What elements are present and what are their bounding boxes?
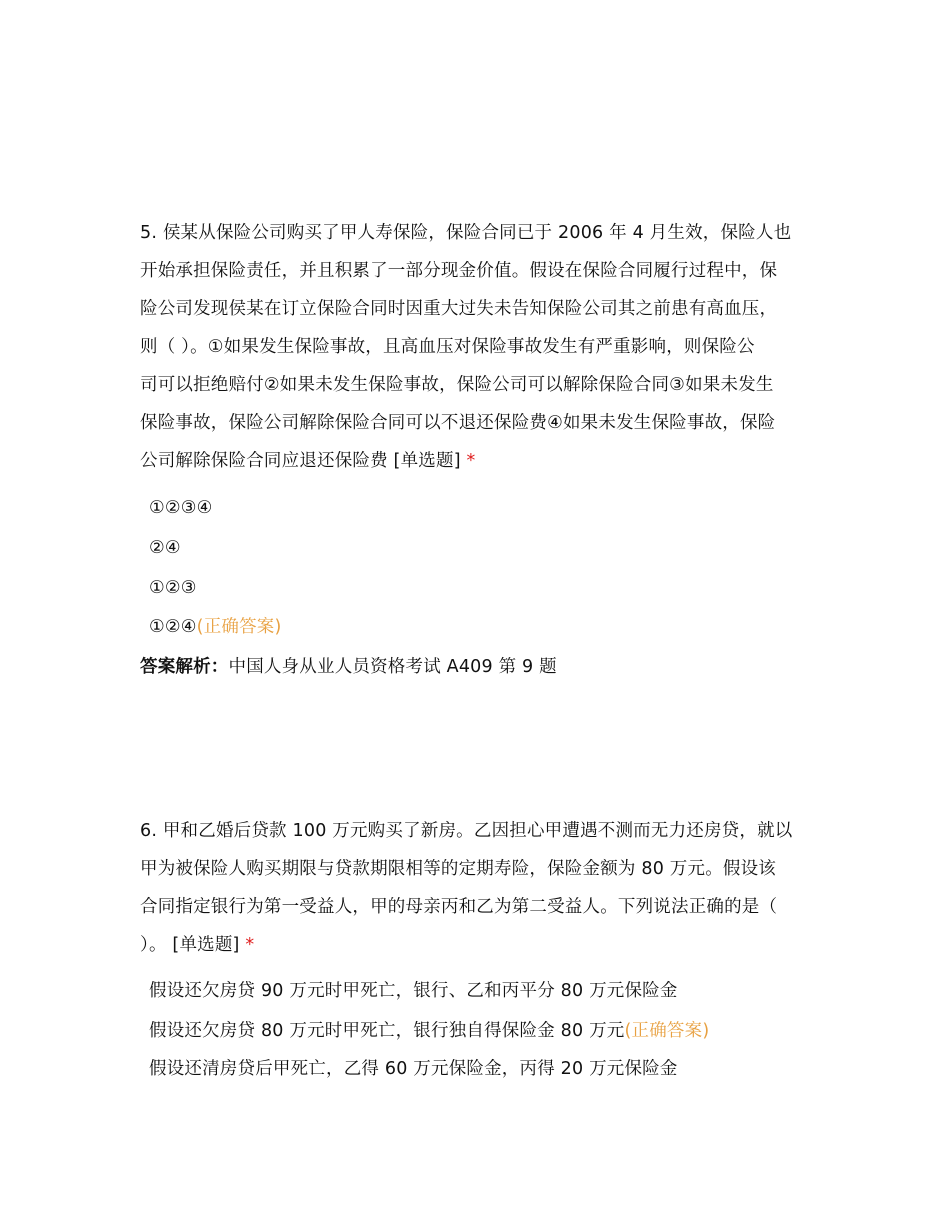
q6-option-b[interactable]	[149, 1019, 709, 1043]
option-text: ①②④	[149, 617, 197, 637]
q6-stem-text: ）。 [单选题]	[140, 935, 246, 955]
required-mark: *	[466, 451, 476, 471]
q5-option-a[interactable]: ①②③④	[149, 498, 213, 518]
q6-option-c[interactable]: 假设还清房贷后甲死亡，乙得 60 万元保险金，丙得 20 万元保险金	[149, 1059, 678, 1079]
q5-option-b[interactable]: ②④	[149, 538, 181, 558]
q6-option-a[interactable]: 假设还欠房贷 90 万元时甲死亡，银行、乙和丙平分 80 万元保险金	[149, 981, 678, 1001]
required-mark: *	[245, 935, 255, 955]
q5-stem-line: 司可以拒绝赔付②如果未发生保险事故，保险公司可以解除保险合同③如果未发生	[140, 375, 774, 395]
q5-stem-line: 则（ ）。①如果发生保险事故，且高血压对保险事故发生有严重影响，则保险公	[140, 337, 755, 357]
q5-stem-line: 保险事故，保险公司解除保险合同可以不退还保险费④如果未发生保险事故，保险	[140, 413, 776, 433]
option-text: 假设还欠房贷 80 万元时甲死亡，银行独自得保险金 80 万元	[149, 1021, 625, 1041]
q5-stem-line: 5. 侯某从保险公司购买了甲人寿保险，保险合同已于 2006 年 4 月生效，保险人也	[140, 223, 792, 243]
analysis-label: 答案解析：	[140, 657, 229, 677]
q6-stem-line: 6. 甲和乙婚后贷款 100 万元购买了新房。乙因担心甲遭遇不测而无力还房贷，就以	[140, 821, 793, 841]
q5-stem-line-last	[140, 449, 475, 473]
correct-answer-tag: (正确答案)	[196, 617, 282, 637]
q6-stem-line-last	[140, 933, 254, 957]
correct-answer-tag: (正确答案)	[624, 1021, 710, 1041]
q5-analysis	[140, 655, 557, 679]
q5-stem-line: 开始承担保险责任，并且积累了一部分现金价值。假设在保险合同履行过程中，保	[140, 261, 778, 281]
analysis-text: 中国人身从业人员资格考试 A409 第 9 题	[228, 657, 557, 677]
q5-option-d[interactable]	[149, 615, 282, 639]
q5-stem-text: 公司解除保险合同应退还保险费 [单选题]	[140, 451, 467, 471]
q6-stem-line: 合同指定银行为第一受益人，甲的母亲丙和乙为第二受益人。下列说法正确的是（	[140, 897, 778, 917]
q5-stem-line: 险公司发现侯某在订立保险合同时因重大过失未告知保险公司其之前患有高血压，	[140, 299, 778, 319]
q5-option-c[interactable]: ①②③	[149, 578, 197, 598]
q6-stem-line: 甲为被保险人购买期限与贷款期限相等的定期寿险，保险金额为 80 万元。假设该	[140, 859, 776, 879]
